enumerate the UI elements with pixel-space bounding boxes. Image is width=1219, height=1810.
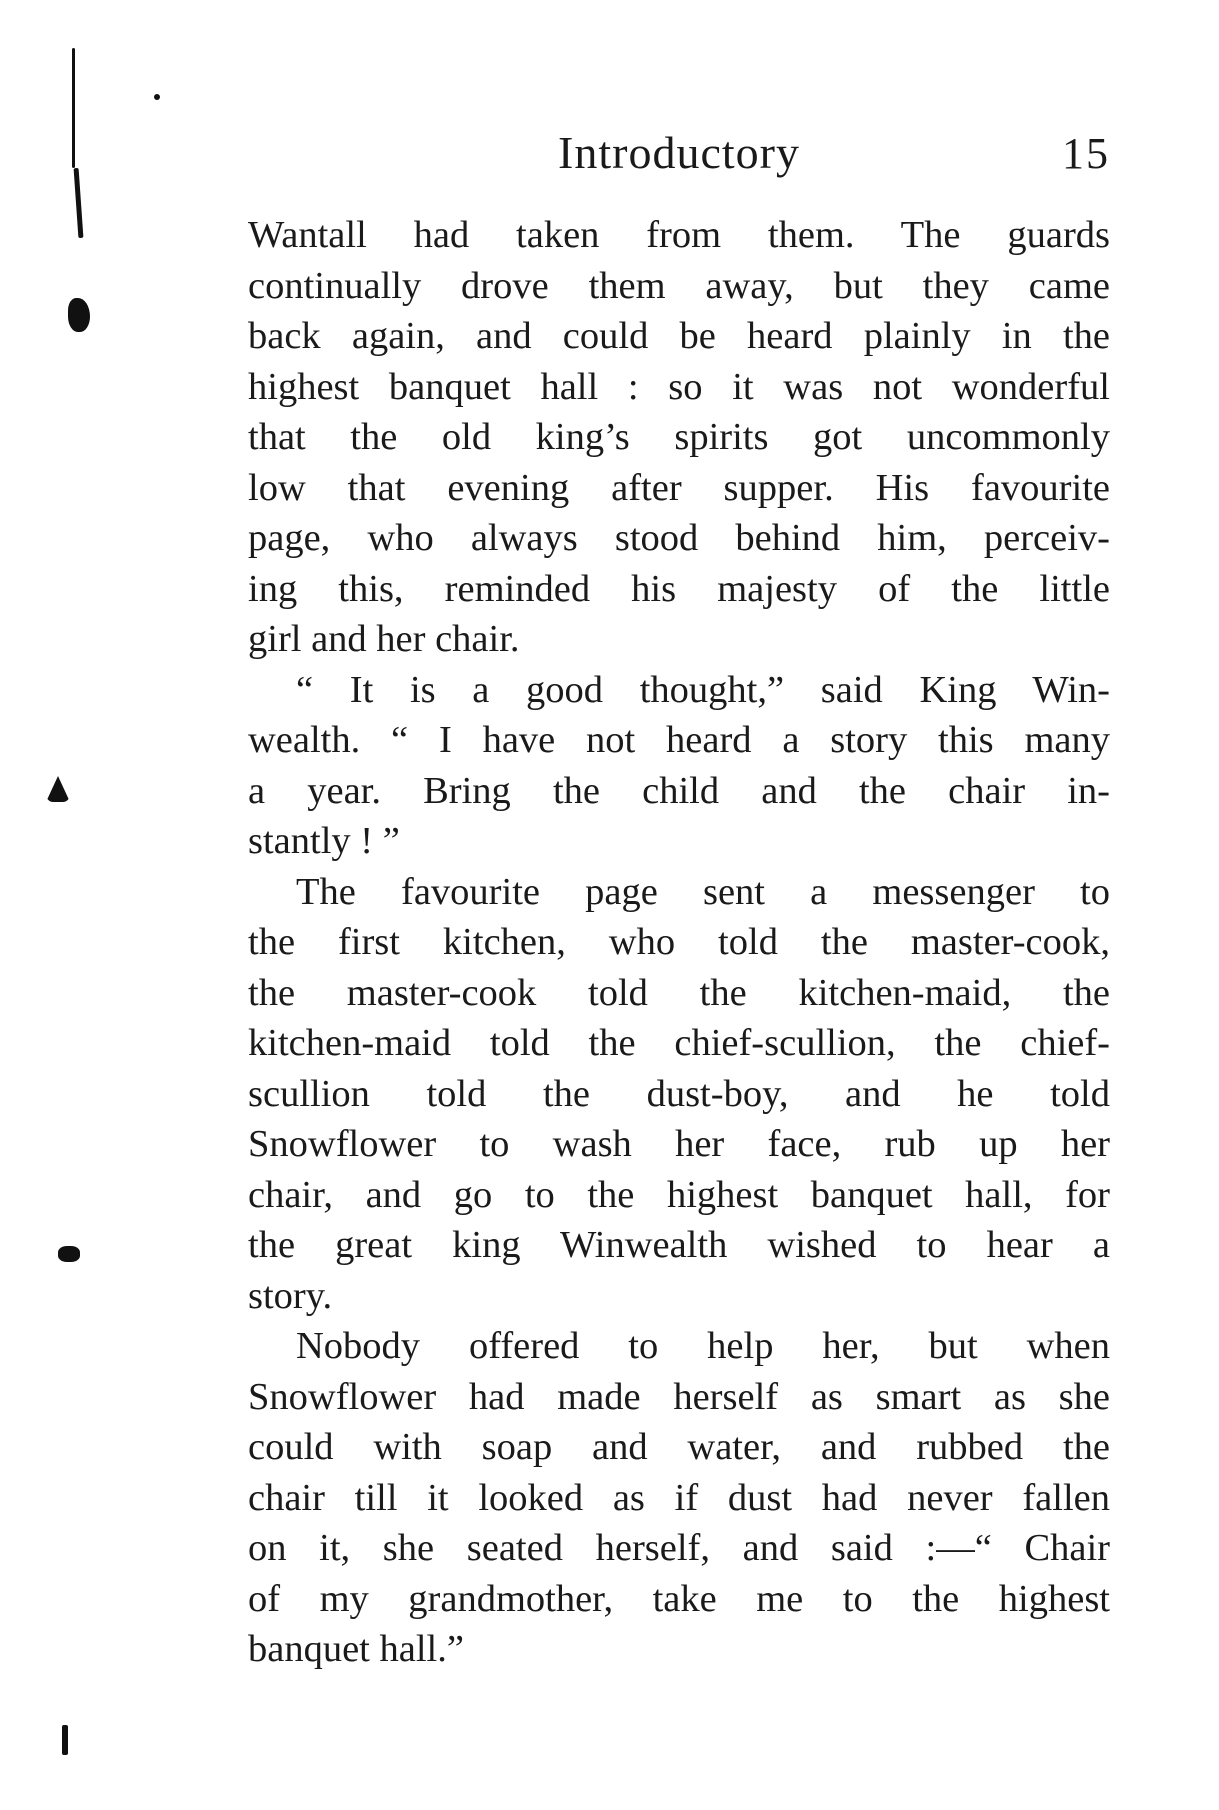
- text-line: back again, and could be heard plainly in the: [248, 315, 1110, 357]
- binding-streak: [74, 168, 84, 238]
- text-line: low that evening after supper. His favourite: [248, 466, 1110, 509]
- text-line: stantly ! ”: [248, 820, 400, 862]
- ink-dot: [154, 94, 160, 100]
- text-line: story.: [248, 1274, 333, 1317]
- text-line: wealth. “ I have not heard a story this many: [248, 719, 1110, 761]
- running-head: [248, 118, 1110, 188]
- text-line: on it, she seated herself, and said :—“ Chair: [248, 1527, 1110, 1569]
- ink-blot: [46, 776, 70, 802]
- text-line: kitchen-maid told the chief-scullion, the chief-: [248, 1022, 1110, 1064]
- ink-blot: [58, 1246, 80, 1262]
- text-line: chair, and go to the highest banquet hall, for: [248, 1173, 1110, 1216]
- text-line: highest banquet hall : so it was not wonderful: [248, 365, 1110, 408]
- text-line: Snowflower had made herself as smart as she: [248, 1375, 1110, 1418]
- text-line: continually drove them away, but they came: [248, 264, 1110, 307]
- page-number: 15: [1062, 129, 1110, 178]
- text-line: the master-cook told the kitchen-maid, the: [248, 971, 1110, 1014]
- text-line: that the old king’s spirits got uncommonly: [248, 416, 1110, 458]
- ink-blot: [62, 1725, 68, 1755]
- text-line: ing this, reminded his majesty of the little: [248, 567, 1110, 610]
- text-line: banquet hall.”: [248, 1628, 464, 1670]
- running-title: Introductory: [558, 127, 800, 178]
- text-line: Snowflower to wash her face, rub up her: [248, 1123, 1110, 1165]
- text-line: The favourite page sent a messenger to: [296, 870, 1110, 913]
- body-text: [248, 210, 1110, 1675]
- text-line: of my grandmother, take me to the highest: [248, 1577, 1110, 1620]
- text-line: Wantall had taken from them. The guards: [248, 214, 1110, 256]
- text-line: page, who always stood behind him, perceiv-: [248, 517, 1110, 559]
- binding-streak: [72, 48, 75, 168]
- text-line: “ It is a good thought,” said King Win-: [296, 668, 1110, 711]
- text-line: girl and her chair.: [248, 618, 520, 660]
- text-line: the first kitchen, who told the master-cook,: [248, 921, 1110, 963]
- text-line: chair till it looked as if dust had never fallen: [248, 1476, 1110, 1519]
- text-line: could with soap and water, and rubbed the: [248, 1426, 1110, 1468]
- margin-scan-marks: [0, 0, 140, 1810]
- text-line: scullion told the dust-boy, and he told: [248, 1072, 1110, 1115]
- text-line: the great king Winwealth wished to hear a: [248, 1224, 1110, 1266]
- text-line: a year. Bring the child and the chair in-: [248, 769, 1110, 812]
- ink-blot: [68, 298, 90, 332]
- text-line: Nobody offered to help her, but when: [296, 1325, 1110, 1367]
